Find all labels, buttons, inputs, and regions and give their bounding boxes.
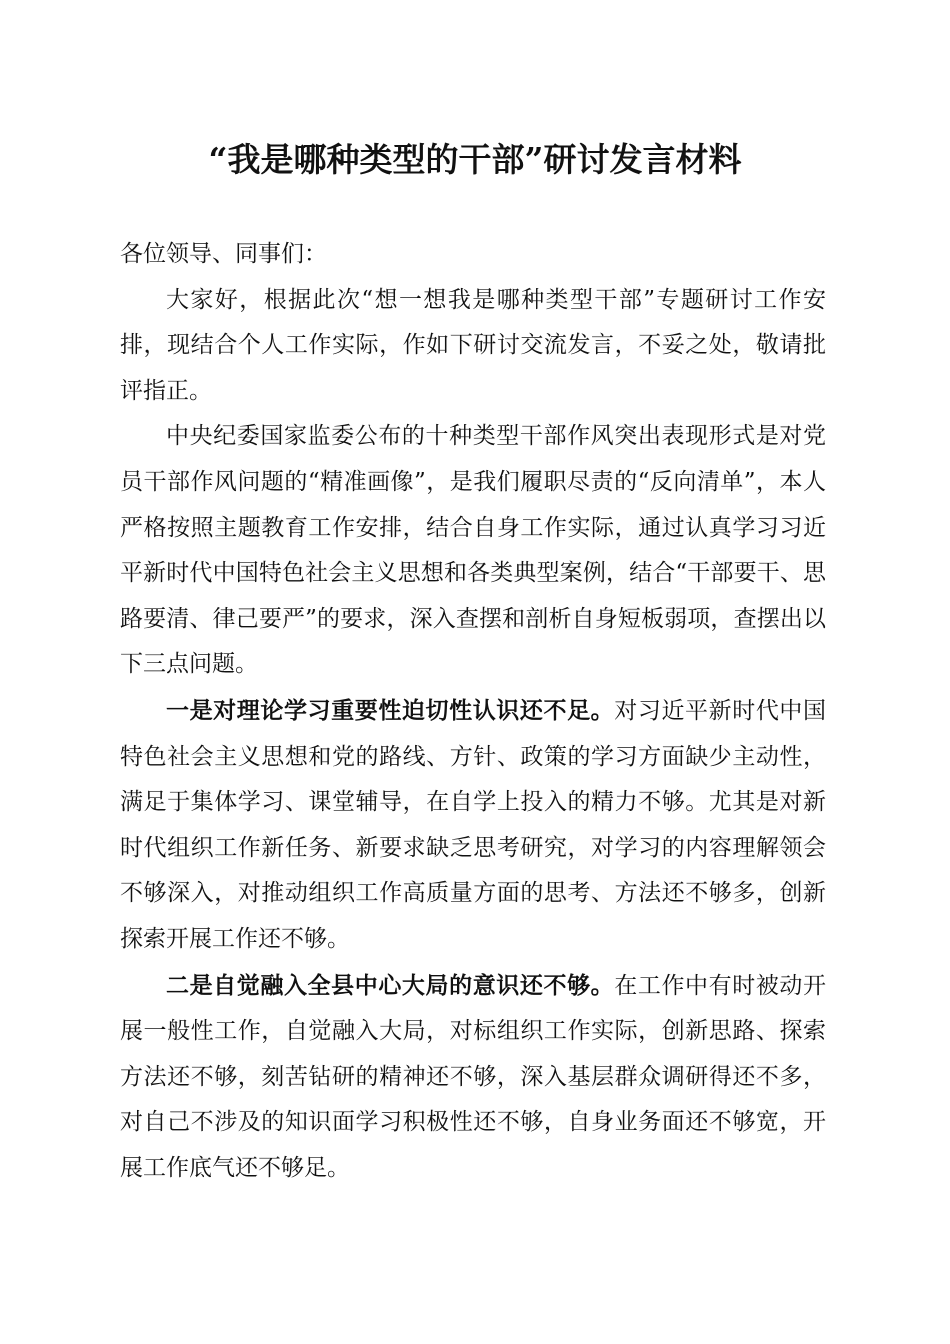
document-body [120, 232, 826, 1191]
paragraph-issue-two-lead: 二是自觉融入全县中心大局的意识还不够。 [166, 971, 615, 999]
paragraph-issue-two-text: 在工作中有时被动开展一般性工作，自觉融入大局，对标组织工作实际，创新思路、探索方法还不够，刻苦钻研的精神还不够，深入基层群众调研得还不多，对自己不涉及的知识面学习积极性还不够，自身业务面还不够宽，开展工作底气还不够足。 [120, 972, 827, 1181]
paragraph-context [120, 414, 826, 688]
paragraph-issue-two [120, 963, 826, 1192]
paragraph-intro-text: 大家好，根据此次“想一想我是哪种类型干部”专题研讨工作安排，现结合个人工作实际，作如下研讨交流发言，不妥之处，敬请批评指正。 [120, 286, 826, 404]
document-title: “我是哪种类型的干部”研讨发言材料 [208, 140, 742, 179]
paragraph-issue-one [120, 688, 826, 963]
paragraph-issue-one-text: 对习近平新时代中国特色社会主义思想和党的路线、方针、政策的学习方面缺少主动性，满足于集体学习、课堂辅导，在自学上投入的精力不够。尤其是对新时代组织工作新任务、新要求缺乏思考研究，对学习的内容理解领会不够深入，对推动组织工作高质量方面的思考、方法还不够多，创新探索开展工作还不够。 [120, 697, 827, 952]
paragraph-context-text: 中央纪委国家监委公布的十种类型干部作风突出表现形式是对党员干部作风问题的“精准画像”，是我们履职尽责的“反向清单”，本人严格按照主题教育工作安排，结合自身工作实际，通过认真学习习近平新时代中国特色社会主义思想和各类典型案例，结合“干部要干、思路要清、律己要严”的要求，深入查摆和剖析自身短板弱项，查摆出以下三点问题。 [120, 423, 826, 678]
paragraph-issue-one-lead: 一是对理论学习重要性迫切性认识还不足。 [166, 696, 615, 724]
paragraph-intro [120, 278, 826, 415]
greeting: 各位领导、同事们： [120, 241, 327, 267]
